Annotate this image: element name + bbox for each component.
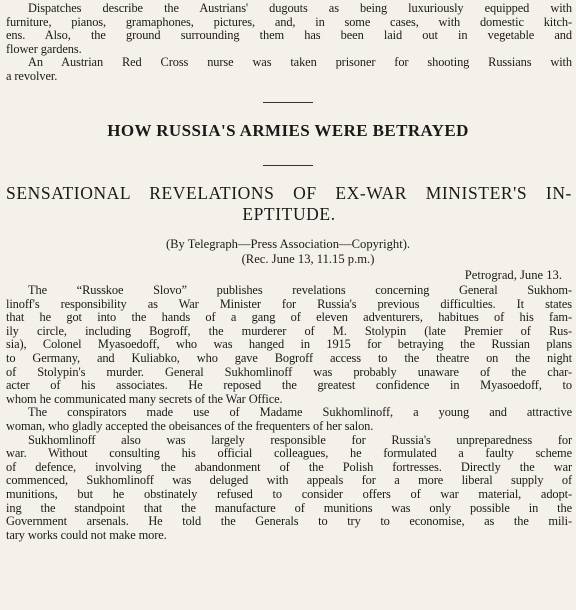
text-line: war. Without consulting his official colleagues, he formulated a faulty scheme (6, 446, 572, 461)
text-line: linoff's responsibility as War Minister for Russia's previous difficulties. It states (6, 296, 572, 311)
dateline: Petrograd, June 13. (464, 268, 562, 282)
text-line: tary works could not make more. (6, 527, 167, 542)
text-line: Sukhomlinoff also was largely responsible for Russia's unpreparedness for (28, 432, 572, 447)
text-line: commenced, Sukhomlinoff was deluged with appeals for a more liberal supply of (6, 473, 572, 488)
press-credit: (By Telegraph—Press Association—Copyright). (165, 237, 411, 251)
short-rule (263, 102, 313, 103)
text-line: that he got into the hands of a gang of eleven adventurers, habitues of his fam- (6, 310, 572, 325)
received-time: (Rec. June 13, 11.15 p.m.) (241, 252, 375, 266)
text-line: whom he communicated many secrets of the War Office. (6, 391, 283, 406)
subheadline-line: SENSATIONAL REVELATIONS OF EX-WAR MINISTER'S IN- (6, 183, 572, 203)
text-line: ily circle, including Bogroff, the murderer of M. Stolypin (late Premier of Rus- (6, 323, 572, 338)
text-line: to Germany, and Kuliabko, who gave Bogroff access to the theatre on the night (6, 350, 572, 365)
intro-paragraphs (6, 2, 572, 84)
subheadline (6, 183, 572, 225)
text-line: ing the standpoint that the manufacture of munitions was only possible in the (6, 500, 572, 515)
text-line: An Austrian Red Cross nurse was taken prisoner for shooting Russians with (28, 55, 572, 70)
text-line: Dispatches describe the Austrians' dugouts as being luxuriously equipped with (28, 1, 572, 15)
text-line: flower gardens. (6, 41, 82, 56)
text-line: of defence, involving the abandonment of the Polish fortresses. Directly the war (6, 459, 572, 474)
text-line: of Stolypin's murder. General Sukhomlinoff was probably unaware of the char- (6, 364, 572, 379)
text-line: The conspirators made use of Madame Sukhomlinoff, a young and attractive (28, 405, 572, 420)
text-line: ens. Also, the ground surrounding them has been laid out in vegetable and (6, 28, 572, 43)
text-line: furniture, pianos, gramaphones, pictures, and, in some cases, with domestic kitch- (6, 14, 572, 29)
headline: HOW RUSSIA'S ARMIES WERE BETRAYED (107, 121, 469, 140)
text-line: acter of his associates. He reposed the greatest confidence in Myasoedoff, to (6, 378, 572, 393)
text-line: woman, who gladly accepted the obeisances of the frequenters of her salon. (6, 418, 374, 433)
text-line: Government arsenals. He told the Generals to try to economise, as the mili- (6, 514, 572, 529)
text-line: munitions, but he obstinately refused to consider offers of war material, adopt- (6, 486, 572, 501)
article-body (6, 284, 572, 542)
short-rule (263, 165, 313, 166)
text-line: The “Russkoe Slovo” publishes revelations concerning General Sukhom- (28, 283, 572, 297)
text-line: a revolver. (6, 68, 58, 83)
subheadline-line: EPTITUDE. (242, 204, 336, 224)
text-line: sia), Colonel Myasoedoff, who was hanged in 1915 for betraying the Russian plans (6, 337, 572, 352)
